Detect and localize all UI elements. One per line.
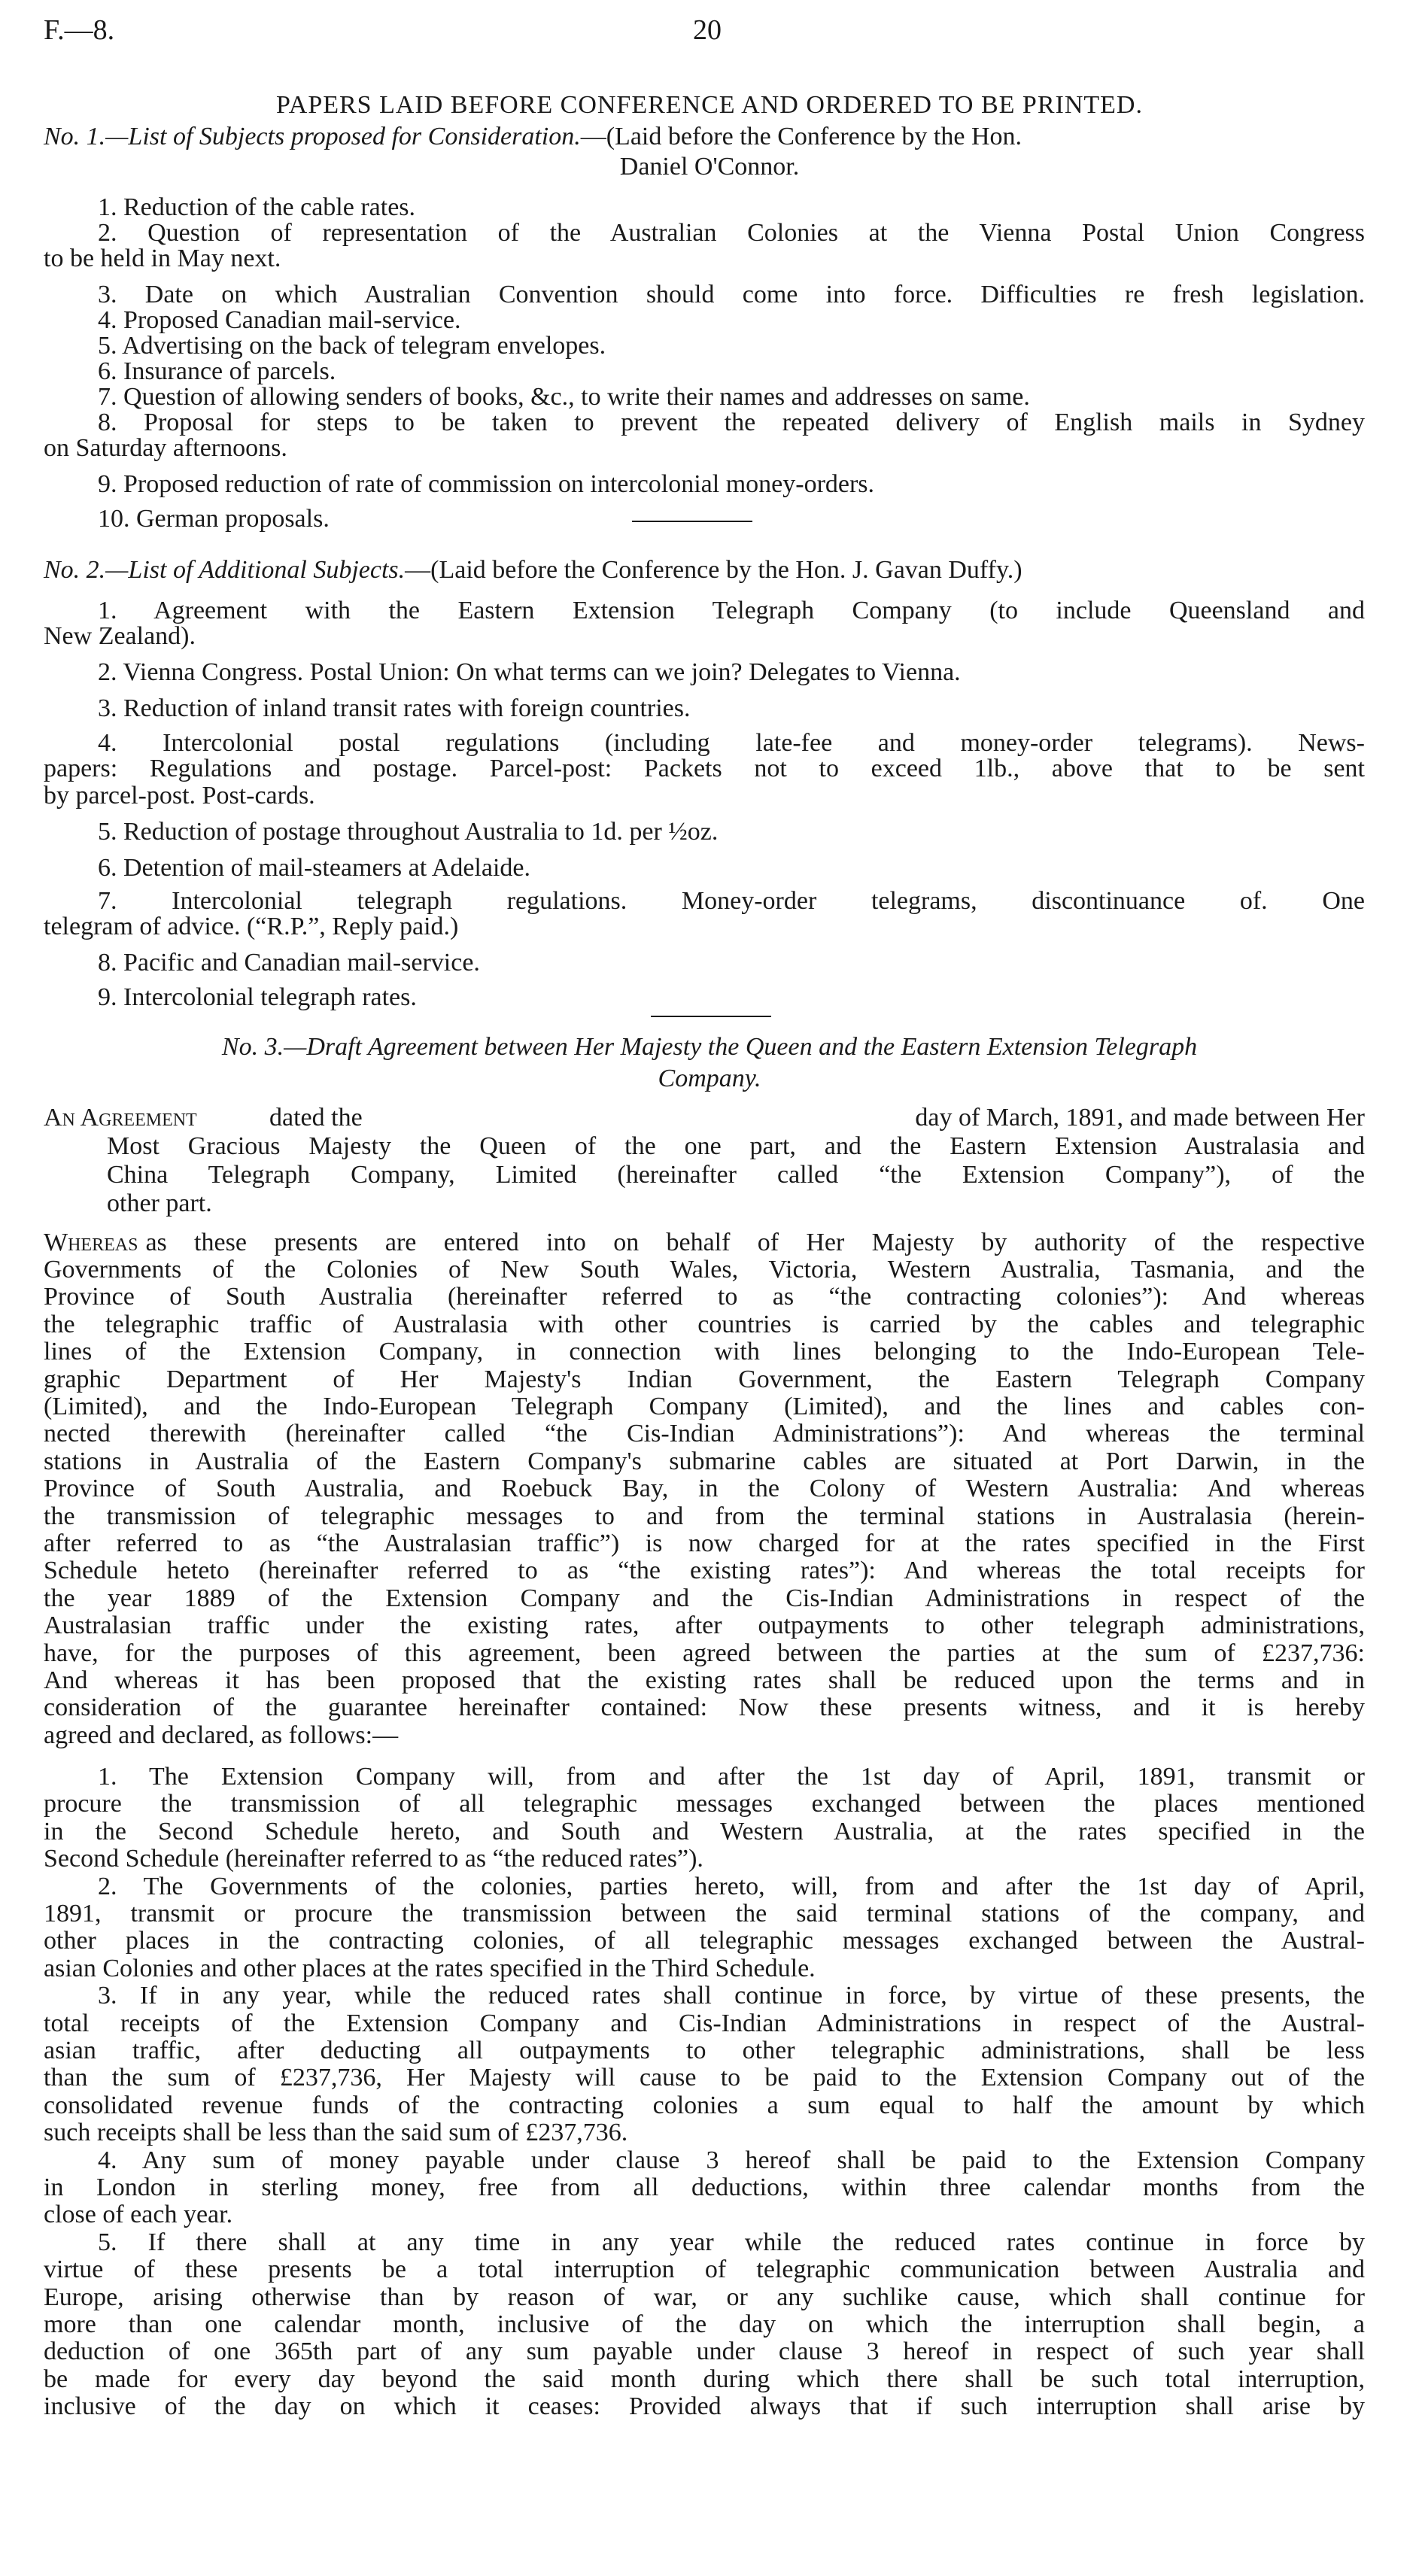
whereas-line: Australasian traffic under the existing rates, after outpayments to other telegraph administrations, bbox=[44, 1612, 1365, 1640]
document-reference: F.—8. bbox=[44, 14, 115, 46]
whereas-line: And whereas it has been proposed that the existing rates shall be reduced upon the terms and in bbox=[44, 1666, 1365, 1694]
whereas-line: Governments of the Colonies of New South Wales, Victoria, Western Australia, Tasmania, and the bbox=[44, 1256, 1365, 1283]
clause-line: virtue of these presents be a total interruption of telegraphic communication between Australia and bbox=[44, 2256, 1365, 2284]
no2-item: 5. Reduction of postage throughout Australia to 1d. per ½oz. bbox=[98, 818, 719, 846]
whereas-first-text: as these presents are entered into on behalf of Her Majesty by authority of the respective bbox=[145, 1229, 1365, 1256]
section-divider bbox=[632, 521, 752, 522]
clause-line: more than one calendar month, inclusive of the day on which the interruption shall begin, a bbox=[44, 2310, 1365, 2338]
clause-line: be made for every day beyond the said month during which there shall be such total interruption, bbox=[44, 2365, 1365, 2393]
whereas-line: Province of South Australia, and Roebuck Bay, in the Colony of Western Australia: And whereas bbox=[44, 1475, 1365, 1503]
no2-item-continued: telegram of advice. (“R.P.”, Reply paid.) bbox=[44, 913, 459, 940]
clause-line: Europe, arising otherwise than by reason of war, or any suchlike cause, which shall continue for bbox=[44, 2283, 1365, 2311]
clause-line: procure the transmission of all telegraphic messages exchanged between the places mentioned bbox=[44, 1790, 1365, 1818]
no2-item: 4. Intercolonial postal regulations (including late-fee and money-order telegrams). News- bbox=[98, 729, 1365, 757]
clause-line: asian Colonies and other places at the rates specified in the Third Schedule. bbox=[44, 1954, 816, 1982]
no1-heading-line2: Daniel O'Connor. bbox=[619, 153, 800, 181]
whereas-line: have, for the purposes of this agreement, been agreed between the parties at the sum of £237,736: bbox=[44, 1639, 1365, 1667]
clause-first-line: 3. If in any year, while the reduced rates shall continue in force, by virtue of these presents, the bbox=[98, 1982, 1365, 2010]
no1-item: 6. Insurance of parcels. bbox=[98, 357, 336, 385]
no2-heading bbox=[44, 555, 1365, 585]
whereas-first-line bbox=[44, 1228, 1365, 1258]
no2-item: 8. Pacific and Canadian mail-service. bbox=[98, 949, 480, 977]
agreement-dated: dated the bbox=[269, 1104, 363, 1132]
no1-item: 2. Question of representation of the Australian Colonies at the Vienna Postal Union Congress bbox=[98, 219, 1365, 247]
no1-item: 1. Reduction of the cable rates. bbox=[98, 193, 416, 221]
clause-line: other places in the contracting colonies, of all telegraphic messages exchanged between the Austral- bbox=[44, 1927, 1365, 1955]
no2-item-continued: by parcel-post. Post-cards. bbox=[44, 782, 315, 810]
agreement-line: China Telegraph Company, Limited (hereinafter called “the Extension Company”), of the bbox=[107, 1161, 1365, 1189]
clause-line: inclusive of the day on which it ceases: Provided always that if such interruption shall arise by bbox=[44, 2392, 1365, 2421]
whereas-line: nected therewith (hereinafter called “the Cis-Indian Administrations”): And whereas the terminal bbox=[44, 1420, 1365, 1448]
no2-item: 7. Intercolonial telegraph regulations. Money-order telegrams, discontinuance of. One bbox=[98, 887, 1365, 915]
clause-line: than the sum of £237,736, Her Majesty will cause to be paid to the Extension Company out of the bbox=[44, 2064, 1365, 2092]
clause-line: in London in sterling money, free from all deductions, within three calendar months from the bbox=[44, 2174, 1365, 2201]
no1-item: 10. German proposals. bbox=[98, 505, 330, 533]
whereas-line: the year 1889 of the Extension Company and the Cis-Indian Administrations in respect of the bbox=[44, 1584, 1365, 1612]
no2-item: 6. Detention of mail-steamers at Adelaide. bbox=[98, 854, 530, 882]
clause-first-line: 2. The Governments of the colonies, parties hereto, will, from and after the 1st day of April, bbox=[98, 1872, 1365, 1900]
whereas-line: Province of South Australia (hereinafter referred to as “the contracting colonies”): And whereas bbox=[44, 1283, 1365, 1311]
no1-item: 8. Proposal for steps to be taken to prevent the repeated delivery of English mails in Sydney bbox=[98, 409, 1365, 436]
no1-heading-lead: No. 1.—List of Subjects proposed for Consideration. bbox=[44, 123, 581, 150]
whereas-line: stations in Australia of the Eastern Company's submarine cables are situated at Port Darwin, in the bbox=[44, 1447, 1365, 1475]
whereas-line: the telegraphic traffic of Australasia with other countries is carried by the cables and telegraphic bbox=[44, 1310, 1365, 1338]
whereas-line: Schedule heteto (hereinafter referred to as “the existing rates”): And whereas the total receipts for bbox=[44, 1557, 1365, 1585]
no1-item-continued: on Saturday afternoons. bbox=[44, 434, 287, 462]
whereas-line: consideration of the guarantee hereinafter contained: Now these presents witness, and it is hereby bbox=[44, 1694, 1365, 1722]
no2-item: 9. Intercolonial telegraph rates. bbox=[98, 983, 417, 1011]
clause-line: 1891, transmit or procure the transmission between the said terminal stations of the company, and bbox=[44, 1900, 1365, 1927]
no2-item: 2. Vienna Congress. Postal Union: On what terms can we join? Delegates to Vienna. bbox=[98, 658, 961, 686]
clause-line: deduction of one 365th part of any sum payable under clause 3 hereof in respect of such year shall bbox=[44, 2338, 1365, 2366]
agreement-lead-word: An Agreement bbox=[44, 1104, 197, 1132]
agreement-line: other part. bbox=[107, 1189, 212, 1217]
whereas-line: the transmission of telegraphic messages to and from the terminal stations in Australasia (herein- bbox=[44, 1502, 1365, 1530]
clause-line: consolidated revenue funds of the contracting colonies a sum equal to half the amount by which bbox=[44, 2091, 1365, 2119]
no3-heading-line2: Company. bbox=[658, 1065, 761, 1092]
clause-line: in the Second Schedule hereto, and South and Western Australia, at the rates specified in the bbox=[44, 1817, 1365, 1845]
no2-heading-lead: No. 2.—List of Additional Subjects. bbox=[44, 556, 406, 584]
no2-heading-rest: —(Laid before the Conference by the Hon. J. Gavan Duffy.) bbox=[405, 556, 1022, 584]
clause-first-line: 4. Any sum of money payable under clause 3 hereof shall be paid to the Extension Company bbox=[98, 2146, 1365, 2174]
whereas-line: graphic Department of Her Majesty's Indian Government, the Eastern Telegraph Company bbox=[44, 1365, 1365, 1393]
no1-item: 7. Question of allowing senders of books, &c., to write their names and addresses on same. bbox=[98, 383, 1030, 411]
whereas-line: lines of the Extension Company, in connection with lines belonging to the Indo-European Tele- bbox=[44, 1338, 1365, 1366]
whereas-line: agreed and declared, as follows:— bbox=[44, 1721, 399, 1749]
no1-item: 9. Proposed reduction of rate of commission on intercolonial money-orders. bbox=[98, 470, 875, 498]
no2-item-continued: papers: Regulations and postage. Parcel-post: Packets not to exceed 1lb., above that to be sent bbox=[44, 755, 1365, 782]
no1-item: 3. Date on which Australian Convention should come into force. Difficulties re fresh legislation. bbox=[98, 281, 1365, 308]
no1-item: 5. Advertising on the back of telegram envelopes. bbox=[98, 332, 606, 360]
no2-item: 3. Reduction of inland transit rates with foreign countries. bbox=[98, 694, 691, 722]
no1-item-continued: to be held in May next. bbox=[44, 245, 281, 272]
clause-first-line: 1. The Extension Company will, from and after the 1st day of April, 1891, transmit or bbox=[98, 1763, 1365, 1791]
clause-line: such receipts shall be less than the said sum of £237,736. bbox=[44, 2119, 628, 2147]
whereas-lead-word: Whereas bbox=[44, 1229, 138, 1256]
clause-line: asian traffic, after deducting all outpayments to other telegraphic administrations, shall be less bbox=[44, 2037, 1365, 2064]
whereas-line: after referred to as “the Australasian traffic”) is now charged for at the rates specified in the First bbox=[44, 1530, 1365, 1557]
agreement-date-line: day of March, 1891, and made between Her bbox=[915, 1104, 1365, 1132]
page-title: PAPERS LAID BEFORE CONFERENCE AND ORDERED TO BE PRINTED. bbox=[275, 91, 1143, 119]
clause-line: Second Schedule (hereinafter referred to as “the reduced rates”). bbox=[44, 1845, 703, 1873]
page-number: 20 bbox=[693, 14, 722, 46]
no1-heading bbox=[44, 122, 1365, 152]
clause-line: close of each year. bbox=[44, 2201, 233, 2229]
clause-first-line: 5. If there shall at any time in any year while the reduced rates continue in force by bbox=[98, 2228, 1365, 2256]
no2-item-continued: New Zealand). bbox=[44, 622, 196, 650]
clause-line: total receipts of the Extension Company and Cis-Indian Administrations in respect of the Austral- bbox=[44, 2009, 1365, 2037]
agreement-line: Most Gracious Majesty the Queen of the one part, and the Eastern Extension Australasia and bbox=[107, 1132, 1365, 1160]
no3-heading: No. 3.—Draft Agreement between Her Majesty the Queen and the Eastern Extension Telegraph bbox=[221, 1033, 1198, 1061]
whereas-line: (Limited), and the Indo-European Telegraph Company (Limited), and the lines and cables con- bbox=[44, 1393, 1365, 1420]
no1-heading-rest: —(Laid before the Conference by the Hon. bbox=[580, 123, 1022, 150]
section-divider bbox=[651, 1016, 771, 1017]
no1-item: 4. Proposed Canadian mail-service. bbox=[98, 306, 461, 334]
no2-item: 1. Agreement with the Eastern Extension Telegraph Company (to include Queensland and bbox=[98, 597, 1365, 624]
